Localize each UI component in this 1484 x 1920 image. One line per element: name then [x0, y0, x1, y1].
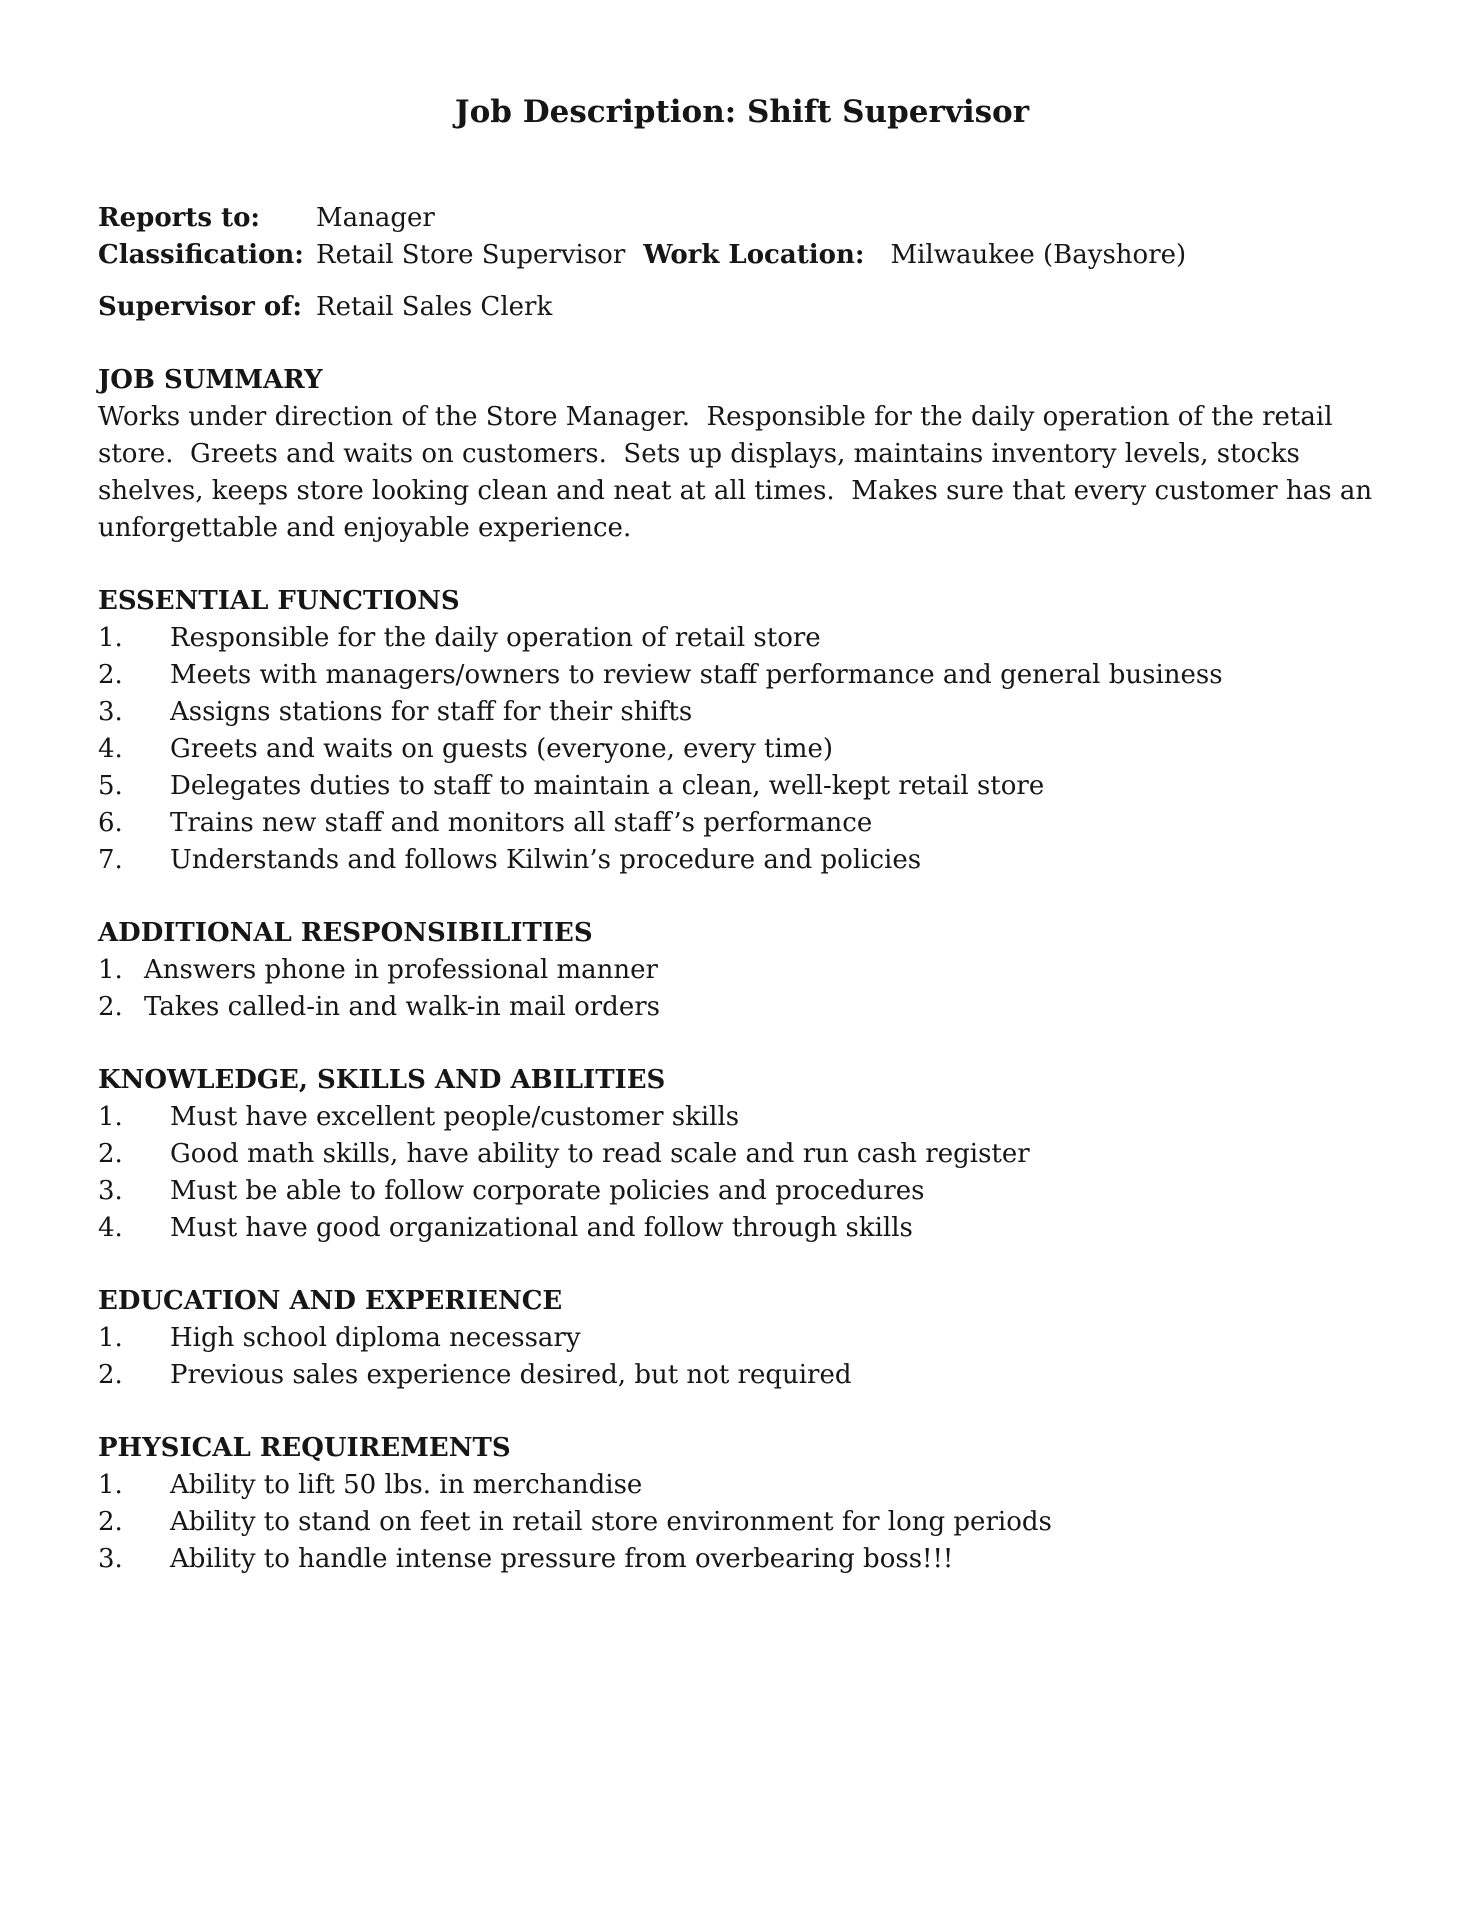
list-item-number: 3.: [98, 1544, 123, 1574]
list-item-text: Meets with managers/owners to review staff performance and general business: [170, 660, 1223, 690]
list-item-text: Good math skills, have ability to read scale and run cash register: [170, 1139, 1030, 1169]
list-item: [98, 768, 1386, 805]
section-heading: EDUCATION AND EXPERIENCE: [98, 1286, 563, 1316]
reports-to-label: Reports to:: [98, 203, 261, 233]
list-item-number: 7.: [98, 845, 123, 875]
list-item-number: 2.: [98, 992, 123, 1022]
list-item: [98, 694, 1386, 731]
field-row-reports-to: [98, 200, 1386, 237]
section-heading: KNOWLEDGE, SKILLS AND ABILITIES: [98, 1065, 666, 1095]
list-item: [98, 1467, 1386, 1504]
list-item: [98, 1320, 1386, 1357]
classification-label: Classification:: [98, 240, 304, 270]
section-education-and-experience: [98, 1283, 1386, 1394]
list-item-number: 1.: [98, 1470, 123, 1500]
section-paragraph: Works under direction of the Store Manager. Responsible for the daily operation of the retail store. Greets and waits on customers. Sets up displays, maintains inventory levels, stocks shelves, keeps store looking clean and neat at all times. Makes sure that every customer has an unforgettable and enjoyable experience.: [98, 402, 1381, 543]
list-item-number: 1.: [98, 623, 123, 653]
list-item-number: 2.: [98, 1360, 123, 1390]
field-row-classification: [98, 237, 1386, 274]
list-item: [98, 657, 1386, 694]
header-fields: [98, 200, 1386, 326]
list-item-number: 2.: [98, 1139, 123, 1169]
list-item-number: 2.: [98, 660, 123, 690]
section-additional-responsibilities: [98, 915, 1386, 1026]
list-item: [98, 1099, 1386, 1136]
list-item-text: Trains new staff and monitors all staff’s performance: [170, 808, 873, 838]
field-row-supervisor-of: [98, 289, 1386, 326]
list-item: [98, 1210, 1386, 1247]
work-location-label: Work Location:: [643, 240, 865, 270]
section-essential-functions: [98, 583, 1386, 879]
list-item-number: 6.: [98, 808, 123, 838]
sections: [98, 362, 1386, 1578]
supervisor-of-label: Supervisor of:: [98, 292, 302, 322]
section-heading: PHYSICAL REQUIREMENTS: [98, 1433, 511, 1463]
section-heading: ESSENTIAL FUNCTIONS: [98, 586, 460, 616]
section-list: [98, 1467, 1386, 1578]
list-item-text: Ability to lift 50 lbs. in merchandise: [170, 1470, 643, 1500]
section-list: [98, 1099, 1386, 1247]
list-item: [98, 805, 1386, 842]
list-item-text: Takes called-in and walk-in mail orders: [144, 992, 660, 1022]
section-list: [98, 952, 1386, 1026]
list-item: [98, 1357, 1386, 1394]
section-heading: ADDITIONAL RESPONSIBILITIES: [98, 918, 593, 948]
list-item-text: Ability to stand on feet in retail store environment for long periods: [170, 1507, 1052, 1537]
list-item-number: 4.: [98, 734, 123, 764]
section-physical-requirements: [98, 1430, 1386, 1578]
list-item: [98, 731, 1386, 768]
list-item-number: 3.: [98, 697, 123, 727]
list-item-text: Must be able to follow corporate policies and procedures: [170, 1176, 925, 1206]
list-item: [98, 1173, 1386, 1210]
section-knowledge-skills-and-abilities: [98, 1062, 1386, 1247]
classification-value: Retail Store Supervisor: [316, 240, 626, 270]
list-item: [98, 1136, 1386, 1173]
list-item-text: Must have excellent people/customer skills: [170, 1102, 740, 1132]
list-item-number: 1.: [98, 1102, 123, 1132]
list-item-number: 3.: [98, 1176, 123, 1206]
list-item: [98, 1541, 1386, 1578]
reports-to-value: Manager: [316, 203, 435, 233]
list-item-number: 2.: [98, 1507, 123, 1537]
list-item-number: 1.: [98, 1323, 123, 1353]
section-heading: JOB SUMMARY: [98, 365, 323, 395]
list-item-text: Assigns stations for staff for their shifts: [170, 697, 693, 727]
list-item: [98, 989, 1386, 1026]
list-item: [98, 1504, 1386, 1541]
work-location-value: Milwaukee (Bayshore): [890, 240, 1187, 270]
list-item-text: Must have good organizational and follow through skills: [170, 1213, 913, 1243]
list-item-number: 4.: [98, 1213, 123, 1243]
supervisor-of-value: Retail Sales Clerk: [316, 292, 553, 322]
section-job-summary: [98, 362, 1386, 547]
list-item: [98, 842, 1386, 879]
list-item-text: Responsible for the daily operation of retail store: [170, 623, 821, 653]
list-item-number: 1.: [98, 955, 123, 985]
list-item: [98, 952, 1386, 989]
list-item-text: Ability to handle intense pressure from overbearing boss!!!: [170, 1544, 954, 1574]
list-item-text: Previous sales experience desired, but not required: [170, 1360, 852, 1390]
list-item-text: Delegates duties to staff to maintain a clean, well-kept retail store: [170, 771, 1045, 801]
section-list: [98, 620, 1386, 879]
list-item: [98, 620, 1386, 657]
list-item-text: Greets and waits on guests (everyone, every time): [170, 734, 833, 764]
page-title: Job Description: Shift Supervisor: [454, 94, 1030, 130]
section-list: [98, 1320, 1386, 1394]
list-item-text: Understands and follows Kilwin’s procedure and policies: [170, 845, 922, 875]
list-item-text: High school diploma necessary: [170, 1323, 581, 1353]
list-item-text: Answers phone in professional manner: [144, 955, 658, 985]
list-item-number: 5.: [98, 771, 123, 801]
